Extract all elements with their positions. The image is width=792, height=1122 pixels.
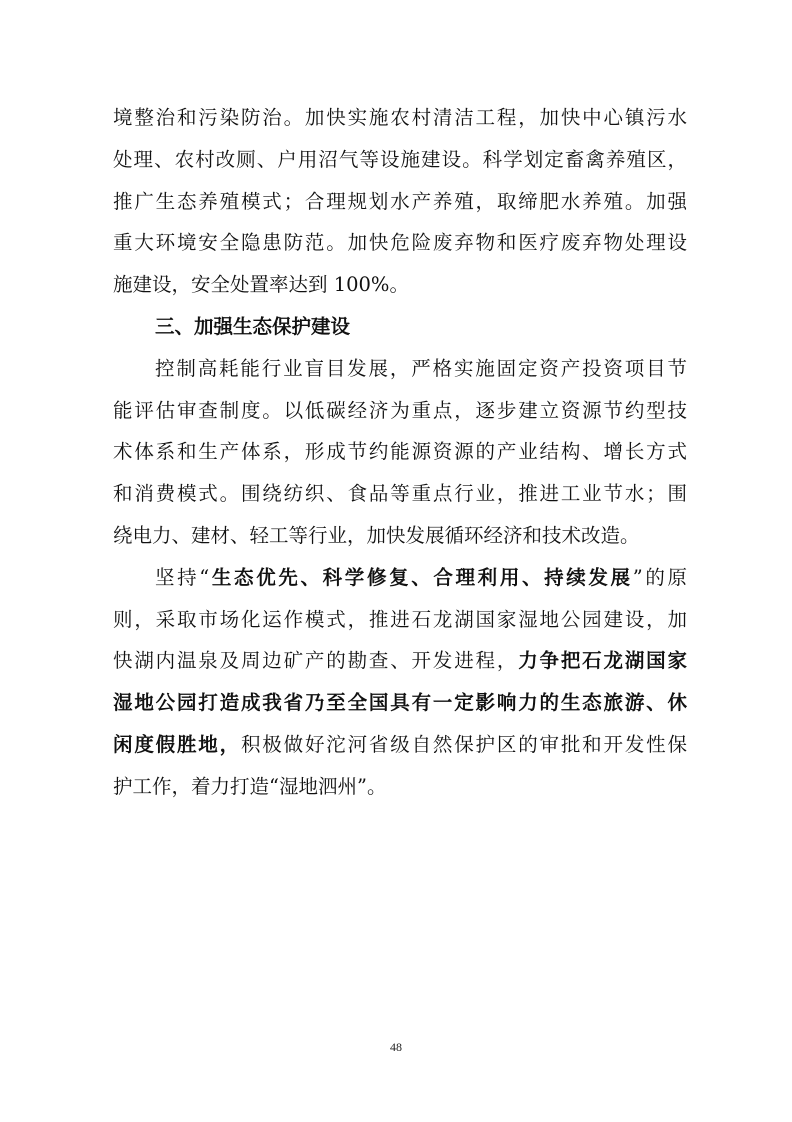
paragraph-line: 护工作，着力打造“湿地泗州”。: [113, 774, 387, 798]
bold-text-run: 力争把石龙湖国家: [518, 649, 687, 673]
paragraph-line: [113, 682, 687, 724]
paragraph-line: 控制高耗能行业盲目发展，严格实施固定资产投资项目节: [155, 356, 687, 380]
paragraph-line: 施建设，安全处置率达到 100%。: [113, 273, 409, 297]
text-run: 坚持“: [155, 565, 210, 589]
page-number: 48: [390, 1040, 402, 1054]
bold-text-run: 湿地公园打造成我省乃至全国具有一定影响力的生态旅游、休: [113, 691, 687, 715]
section-heading: 三、加强生态保护建设: [155, 314, 351, 338]
text-run: 积极做好沱河省级自然保护区的审批和开发性保: [240, 732, 687, 756]
paragraph-line: [113, 557, 687, 599]
paragraph-line: 则，采取市场化运作模式，推进石龙湖国家湿地公园建设，加: [113, 607, 687, 631]
paragraph-line: 重大环境安全隐患防范。加快危险废弃物和医疗废弃物处理设: [113, 231, 687, 255]
body-text: [113, 97, 687, 808]
paragraph-line: 境整治和污染防治。加快实施农村清洁工程，加快中心镇污水: [113, 106, 687, 129]
text-run: ”的原: [632, 565, 687, 589]
text-run: 快湖内温泉及周边矿产的勘查、开发进程，: [113, 649, 519, 673]
paragraph-line: 推广生态养殖模式；合理规划水产养殖，取缔肥水养殖。加强: [113, 189, 687, 213]
bold-text-run: 闲度假胜地，: [113, 732, 241, 756]
paragraph-line: 处理、农村改厕、户用沼气等设施建设。科学划定畜禽养殖区，: [113, 147, 687, 171]
paragraph-line: 术体系和生产体系，形成节约能源资源的产业结构、增长方式: [113, 440, 687, 464]
paragraph-line: [113, 724, 687, 766]
paragraph-line: 和消费模式。围绕纺织、食品等重点行业，推进工业节水；围: [113, 482, 687, 506]
bold-text-run: 生态优先、科学修复、合理利用、持续发展: [209, 565, 633, 589]
paragraph-line: 绕电力、建材、轻工等行业，加快发展循环经济和技术改造。: [113, 523, 640, 547]
paragraph-line: 能评估审查制度。以低碳经济为重点，逐步建立资源节约型技: [113, 398, 687, 422]
paragraph-line: [113, 640, 687, 682]
